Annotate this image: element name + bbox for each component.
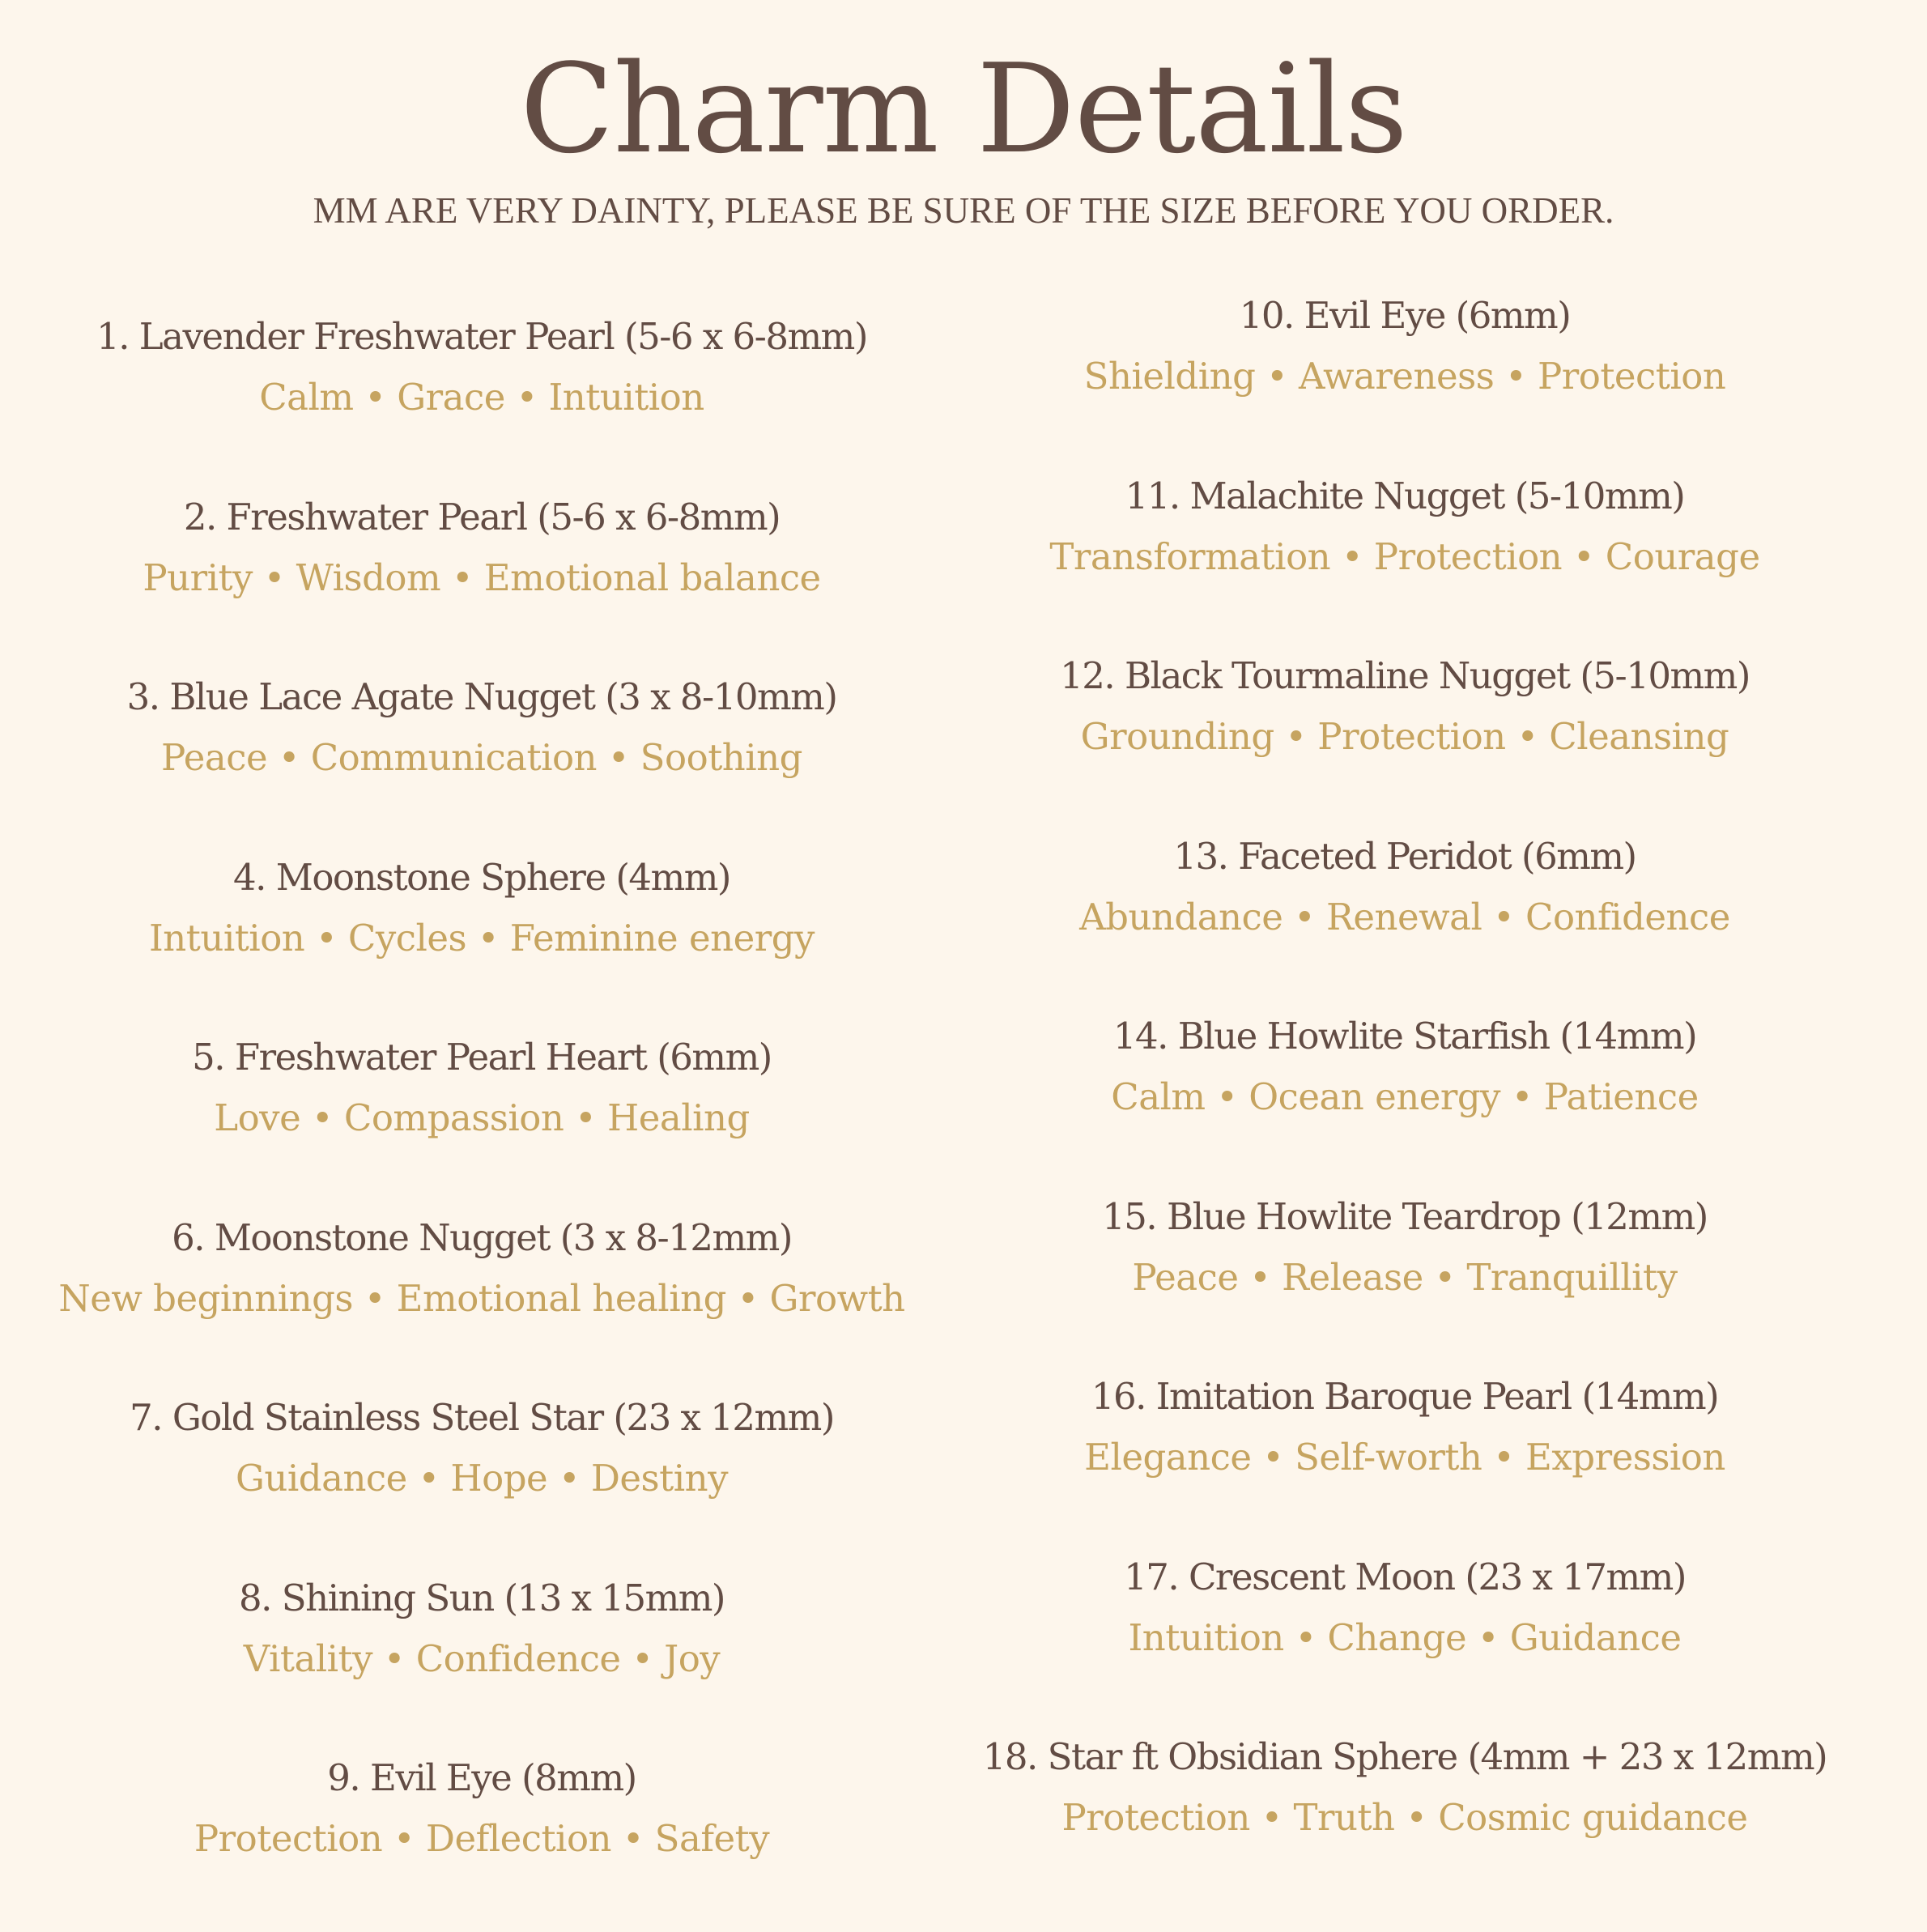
charm-item: [923, 1190, 1887, 1371]
charm-meanings: Abundance • Renewal • Confidence: [1079, 895, 1730, 938]
charm-meanings: Intuition • Change • Guidance: [1128, 1615, 1682, 1659]
charm-item: [923, 1551, 1887, 1731]
charm-name: 2. Freshwater Pearl (5-6 x 6-8mm): [183, 495, 781, 538]
charm-meanings: Calm • Ocean energy • Patience: [1111, 1075, 1699, 1118]
charm-name: 16. Imitation Baroque Pearl (14mm): [1091, 1375, 1719, 1418]
charm-item: [923, 649, 1887, 830]
charm-name: 11. Malachite Nugget (5-10mm): [1125, 474, 1685, 517]
charm-name: 3. Blue Lace Agate Nugget (3 x 8-10mm): [126, 675, 837, 718]
charm-meanings: Shielding • Awareness • Protection: [1083, 355, 1726, 398]
charm-name: 8. Shining Sun (13 x 15mm): [239, 1576, 725, 1619]
charm-name: 17. Crescent Moon (23 x 17mm): [1124, 1555, 1686, 1598]
charm-item: [0, 1391, 964, 1572]
size-notice: MM ARE VERY DAINTY, PLEASE BE SURE OF THE SIZE BEFORE YOU ORDER.: [313, 190, 1614, 231]
charm-meanings: Calm • Grace • Intuition: [259, 376, 704, 419]
charm-name: 5. Freshwater Pearl Heart (6mm): [192, 1036, 772, 1079]
charm-name: 13. Faceted Peridot (6mm): [1173, 834, 1636, 878]
charm-meanings: Love • Compassion • Healing: [214, 1096, 750, 1139]
charm-item: [0, 1751, 964, 1932]
charm-name: 6. Moonstone Nugget (3 x 8-12mm): [172, 1215, 792, 1259]
charm-meanings: Purity • Wisdom • Emotional balance: [143, 555, 821, 599]
charm-meanings: Grounding • Protection • Cleansing: [1080, 715, 1729, 758]
charm-name: 18. Star ft Obsidian Sphere (4mm + 23 x 12mm): [982, 1735, 1827, 1778]
charm-list-left: [0, 310, 964, 1932]
charm-meanings: Guidance • Hope • Destiny: [235, 1457, 729, 1500]
charm-item: [0, 491, 964, 671]
charm-item: [923, 1370, 1887, 1551]
charm-meanings: Protection • Deflection • Safety: [194, 1817, 770, 1860]
charm-name: 1. Lavender Freshwater Pearl (5-6 x 6-8mm): [96, 315, 867, 358]
charm-item: [0, 1211, 964, 1392]
charm-item: [923, 1730, 1887, 1911]
charm-meanings: Vitality • Confidence • Joy: [243, 1636, 721, 1680]
charm-name: 7. Gold Stainless Steel Star (23 x 12mm): [130, 1396, 834, 1439]
charm-item: [923, 289, 1887, 470]
charm-item: [923, 1010, 1887, 1190]
charm-item: [0, 1031, 964, 1211]
charm-meanings: Elegance • Self-worth • Expression: [1084, 1436, 1725, 1479]
charm-item: [923, 830, 1887, 1011]
charm-meanings: Protection • Truth • Cosmic guidance: [1061, 1796, 1748, 1839]
charm-meanings: Peace • Communication • Soothing: [161, 736, 802, 779]
charm-item: [0, 1572, 964, 1752]
charm-meanings: Transformation • Protection • Courage: [1049, 534, 1760, 578]
charm-list-right: [923, 289, 1887, 1911]
charm-name: 14. Blue Howlite Starfish (14mm): [1112, 1015, 1697, 1057]
charm-meanings: Peace • Release • Tranquillity: [1132, 1255, 1678, 1299]
charm-item: [923, 470, 1887, 650]
charm-name: 12. Black Tourmaline Nugget (5-10mm): [1060, 654, 1750, 697]
charm-meanings: Intuition • Cycles • Feminine energy: [149, 916, 815, 960]
charm-name: 10. Evil Eye (6mm): [1239, 294, 1571, 337]
charm-name: 9. Evil Eye (8mm): [327, 1756, 636, 1799]
charm-meanings: New beginnings • Emotional healing • Growth: [58, 1276, 905, 1320]
charm-name: 4. Moonstone Sphere (4mm): [233, 855, 730, 899]
charm-item: [0, 310, 964, 491]
charm-name: 15. Blue Howlite Teardrop (12mm): [1102, 1194, 1708, 1238]
charm-item: [0, 670, 964, 851]
page-title: Charm Details: [520, 37, 1407, 181]
charm-item: [0, 851, 964, 1032]
